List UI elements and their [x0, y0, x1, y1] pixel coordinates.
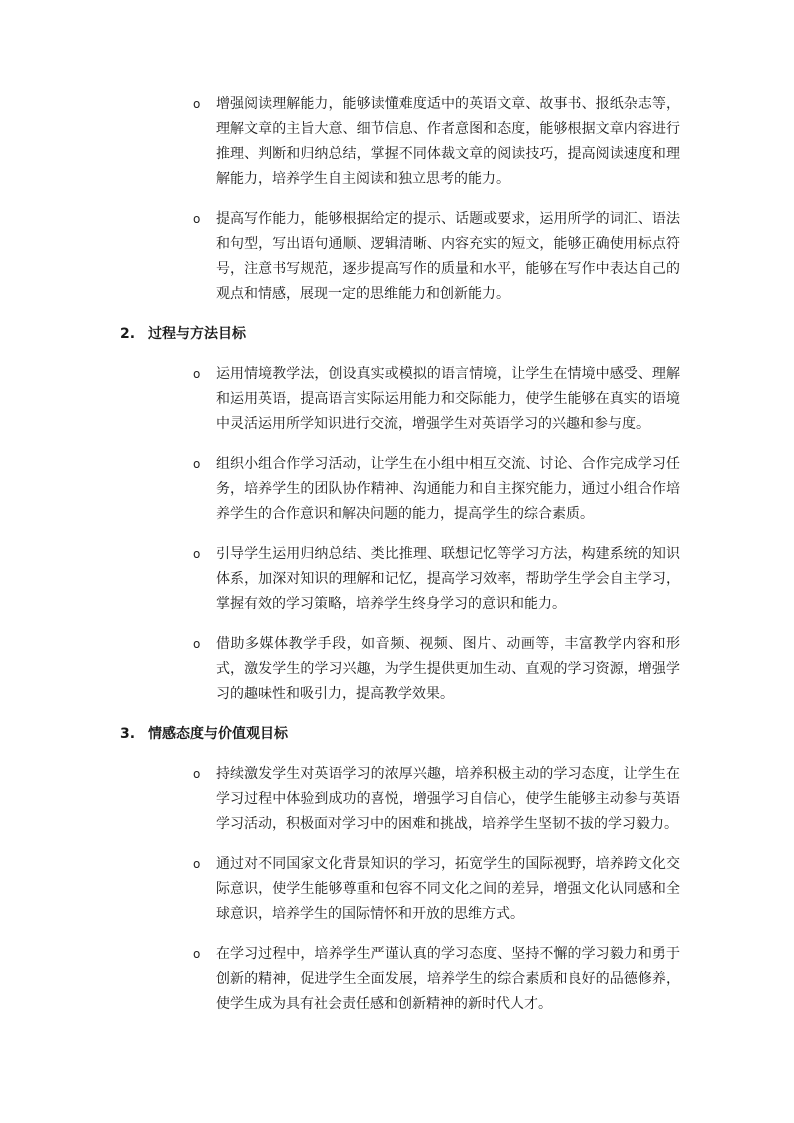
list-item-text: 提高写作能力，能够根据给定的提示、话题或要求，运用所学的词汇、语法和句型，写出语句通顺、逻辑清晰、内容充实的短文，能够正确使用标点符号，注意书写规范，逐步提高写作的质量和水平，能够在写作中表达自己的观点和情感，展现一定的思维能力和创新能力。	[216, 211, 680, 302]
process-methods-bullet-list	[120, 362, 680, 707]
intro-bullet-list	[120, 92, 680, 307]
section-number: 3.	[120, 726, 136, 742]
list-item-text: 组织小组合作学习活动，让学生在小组中相互交流、讨论、合作完成学习任务，培养学生的团队协作精神、沟通能力和自主探究能力，通过小组合作培养学生的合作意识和解决问题的能力，提高学生的综合素质。	[216, 456, 680, 522]
list-item	[120, 362, 680, 437]
section-heading-process-methods	[120, 322, 680, 347]
attitudes-values-bullet-list	[120, 762, 680, 1017]
section-heading-attitudes-values	[120, 722, 680, 747]
section-title: 过程与方法目标	[148, 326, 246, 342]
document-content	[120, 92, 680, 1032]
hollow-circle-bullet-icon: o	[193, 212, 201, 226]
list-item	[120, 92, 680, 192]
hollow-circle-bullet-icon: o	[193, 637, 201, 651]
list-item	[120, 942, 680, 1017]
hollow-circle-bullet-icon: o	[193, 367, 201, 381]
list-item-text: 引导学生运用归纳总结、类比推理、联想记忆等学习方法，构建系统的知识体系，加深对知识的理解和记忆，提高学习效率，帮助学生学会自主学习，掌握有效的学习策略，培养学生终身学习的意识和能力。	[216, 546, 680, 612]
list-item-text: 持续激发学生对英语学习的浓厚兴趣，培养积极主动的学习态度，让学生在学习过程中体验到成功的喜悦，增强学习自信心，使学生能够主动参与英语学习活动，积极面对学习中的困难和挑战，培养学生坚韧不拔的学习毅力。	[216, 766, 680, 832]
hollow-circle-bullet-icon: o	[193, 767, 201, 781]
section-title: 情感态度与价值观目标	[148, 726, 288, 742]
list-item	[120, 452, 680, 527]
list-item-text: 借助多媒体教学手段，如音频、视频、图片、动画等，丰富教学内容和形式，激发学生的学习兴趣，为学生提供更加生动、直观的学习资源，增强学习的趣味性和吸引力，提高教学效果。	[216, 636, 680, 702]
list-item	[120, 852, 680, 927]
list-item-text: 通过对不同国家文化背景知识的学习，拓宽学生的国际视野，培养跨文化交际意识，使学生能够尊重和包容不同文化之间的差异，增强文化认同感和全球意识，培养学生的国际情怀和开放的思维方式。	[216, 856, 680, 922]
list-item-text: 运用情境教学法，创设真实或模拟的语言情境，让学生在情境中感受、理解和运用英语，提高语言实际运用能力和交际能力，使学生能够在真实的语境中灵活运用所学知识进行交流，增强学生对英语学习的兴趣和参与度。	[216, 366, 680, 432]
hollow-circle-bullet-icon: o	[193, 947, 201, 961]
hollow-circle-bullet-icon: o	[193, 857, 201, 871]
list-item-text: 增强阅读理解能力，能够读懂难度适中的英语文章、故事书、报纸杂志等，理解文章的主旨大意、细节信息、作者意图和态度，能够根据文章内容进行推理、判断和归纳总结，掌握不同体裁文章的阅读技巧，提高阅读速度和理解能力，培养学生自主阅读和独立思考的能力。	[216, 96, 680, 187]
section-number: 2.	[120, 326, 136, 342]
list-item	[120, 542, 680, 617]
list-item	[120, 632, 680, 707]
list-item	[120, 762, 680, 837]
hollow-circle-bullet-icon: o	[193, 547, 201, 561]
list-item-text: 在学习过程中，培养学生严谨认真的学习态度、坚持不懈的学习毅力和勇于创新的精神，促进学生全面发展，培养学生的综合素质和良好的品德修养，使学生成为具有社会责任感和创新精神的新时代人才。	[216, 946, 680, 1012]
hollow-circle-bullet-icon: o	[193, 97, 201, 111]
hollow-circle-bullet-icon: o	[193, 457, 201, 471]
list-item	[120, 207, 680, 307]
